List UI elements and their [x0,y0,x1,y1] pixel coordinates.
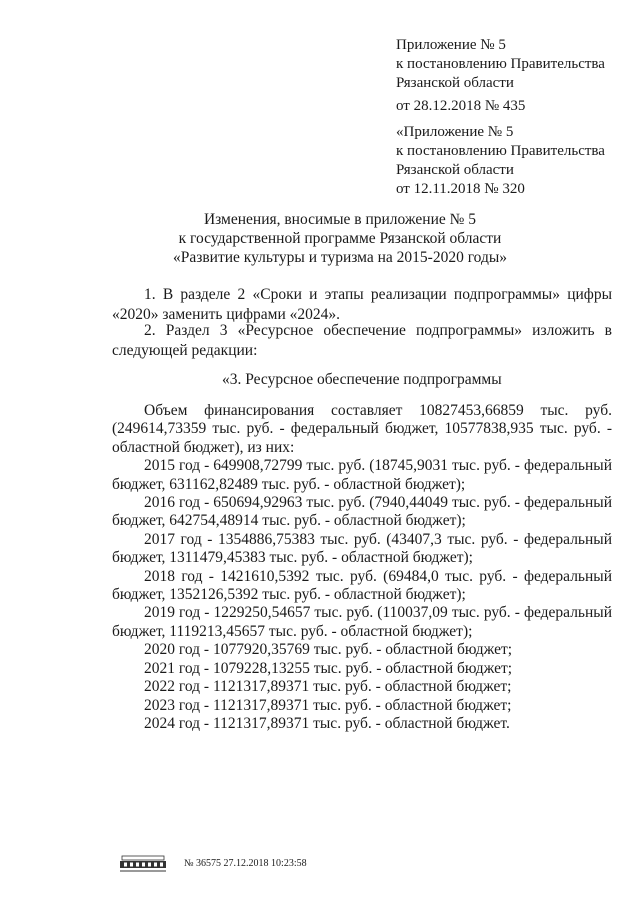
appendix-line: Приложение № 5 [396,37,506,53]
title-line: Изменения, вносимые в приложение № 5 [203,211,477,228]
funding-year-row: 2024 год - 1121317,89371 тыс. руб. - областной бюджет. [144,714,510,732]
funding-year-row: 2021 год - 1079228,13255 тыс. руб. - областной бюджет; [144,659,513,677]
amendment-item-2 [112,321,612,361]
appendix-date-line: от 28.12.2018 № 435 [396,98,526,114]
section-heading: «3. Ресурсное обеспечение подпрограммы [222,371,502,388]
appendix-line: Рязанской области [396,75,514,91]
funding-year-row: 2020 год - 1077920,35769 тыс. руб. - областной бюджет; [144,641,513,659]
funding-year-row: 2015 год - 649908,72799 тыс. руб. (18745,9031 тыс. руб. - федеральный бюджет, 631162,82489 тыс. руб. - областной бюджет); [112,457,612,493]
amendment-text: 2. Раздел 3 «Ресурсное обеспечение подпрограммы» изложить в следующей редакции: [112,322,612,359]
funding-section [112,402,612,733]
appendix-date-line: от 12.11.2018 № 320 [396,181,525,197]
funding-year-row: 2019 год - 1229250,54657 тыс. руб. (110037,09 тыс. руб. - федеральный бюджет, 1119213,45657 тыс. руб. - областной бюджет); [112,604,612,640]
registry-stamp-icon [118,853,168,875]
appendix-line: «Приложение № 5 [396,124,514,140]
funding-year-row: 2022 год - 1121317,89371 тыс. руб. - областной бюджет; [144,678,512,696]
title-line: к государственной программе Рязанской области [178,230,502,247]
appendix-line: Рязанской области [396,162,514,178]
funding-year-row: 2017 год - 1354886,75383 тыс. руб. (43407,3 тыс. руб. - федеральный бюджет, 1311479,45383 тыс. руб. - областной бюджет); [112,530,612,567]
appendix-line: к постановлению Правительства [396,56,605,72]
funding-intro: Объем финансирования составляет 10827453,66859 тыс. руб. (249614,73359 тыс. руб. - федеральный бюджет, 10577838,935 тыс. руб. - областной бюджет), из них: [112,402,612,456]
funding-year-row: 2023 год - 1121317,89371 тыс. руб. - областной бюджет; [144,696,512,714]
document-registration-stamp: № 36575 27.12.2018 10:23:58 [184,858,307,869]
funding-year-row: 2016 год - 650694,92963 тыс. руб. (7940,44049 тыс. руб. - федеральный бюджет, 642754,48914 тыс. руб. - областной бюджет); [112,494,612,530]
document-title [110,210,570,267]
amendment-text: 1. В разделе 2 «Сроки и этапы реализации подпрограммы» цифры «2020» заменить цифрами «2024». [112,286,612,323]
appendix-header-previous [396,123,605,199]
title-line: «Развитие культуры и туризма на 2015-2020 годы» [172,249,508,266]
appendix-header-current [396,36,605,116]
amendment-item-1 [112,285,612,325]
appendix-line: к постановлению Правительства [396,143,605,159]
document-footer [118,853,307,875]
funding-year-row: 2018 год - 1421610,5392 тыс. руб. (69484,0 тыс. руб. - федеральный бюджет, 1352126,5392 тыс. руб. - областной бюджет); [112,567,612,604]
